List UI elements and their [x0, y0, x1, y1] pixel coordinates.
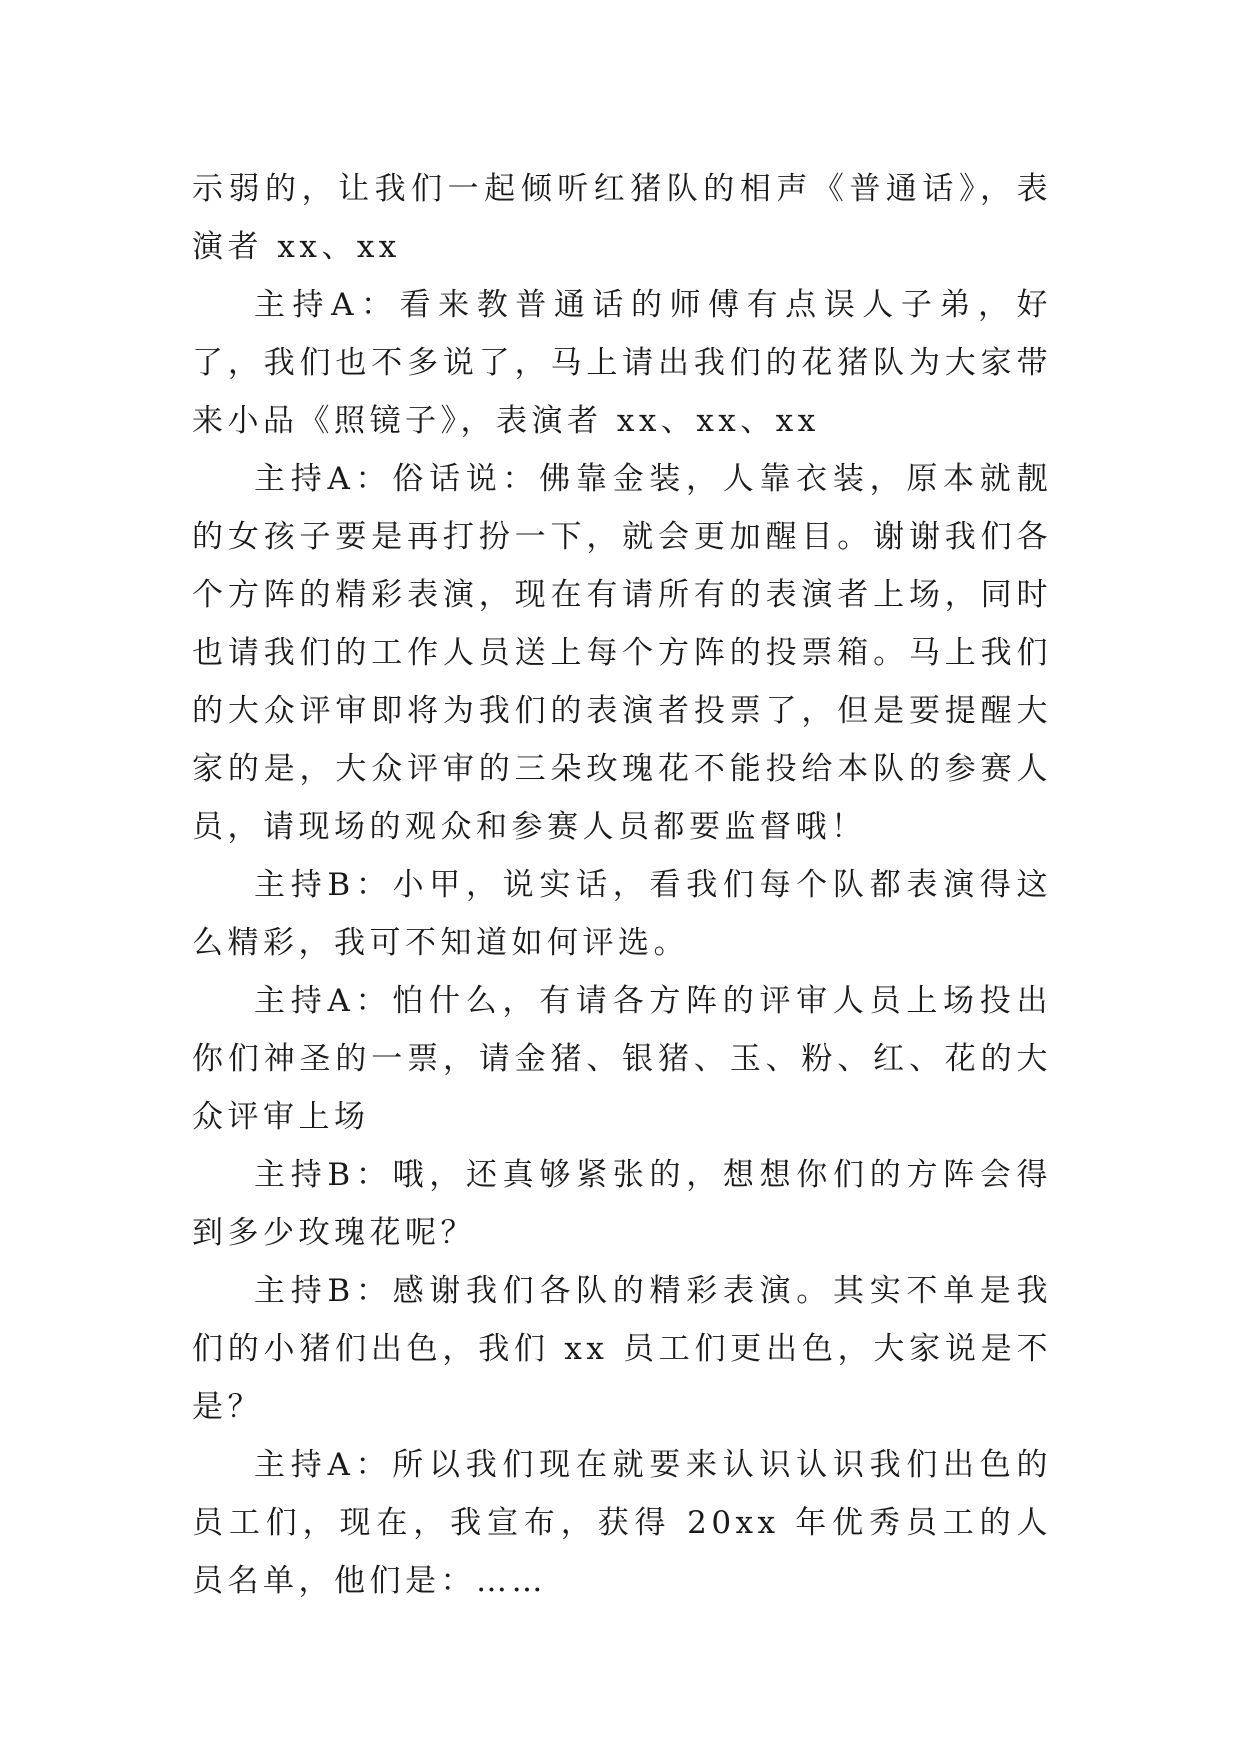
document-body	[192, 160, 1052, 1610]
paragraph-3: 主持A：俗话说：佛靠金装，人靠衣装，原本就靓的女孩子要是再打扮一下，就会更加醒目。谢谢我们各个方阵的精彩表演，现在有请所有的表演者上场，同时也请我们的工作人员送上每个方阵的投票箱。马上我们的大众评审即将为我们的表演者投票了，但是要提醒大家的是，大众评审的三朵玫瑰花不能投给本队的参赛人员，请现场的观众和参赛人员都要监督哦！	[192, 461, 1052, 845]
paragraph-7: 主持B：感谢我们各队的精彩表演。其实不单是我们的小猪们出色，我们 xx 员工们更出色，大家说是不是？	[192, 1273, 1052, 1425]
paragraph-5: 主持A：怕什么，有请各方阵的评审人员上场投出你们神圣的一票，请金猪、银猪、玉、粉、红、花的大众评审上场	[192, 983, 1052, 1135]
paragraph-4: 主持B：小甲，说实话，看我们每个队都表演得这么精彩，我可不知道如何评选。	[192, 867, 1052, 961]
paragraph-2: 主持A：看来教普通话的师傅有点误人子弟，好了，我们也不多说了，马上请出我们的花猪队为大家带来小品《照镜子》，表演者 xx、xx、xx	[192, 287, 1052, 439]
paragraph-8: 主持A：所以我们现在就要来认识认识我们出色的员工们，现在，我宣布，获得 20xx 年优秀员工的人员名单，他们是：……	[192, 1447, 1052, 1599]
paragraph-1: 示弱的，让我们一起倾听红猪队的相声《普通话》，表演者 xx、xx	[192, 171, 1052, 265]
paragraph-6: 主持B：哦，还真够紧张的，想想你们的方阵会得到多少玫瑰花呢？	[192, 1157, 1052, 1251]
